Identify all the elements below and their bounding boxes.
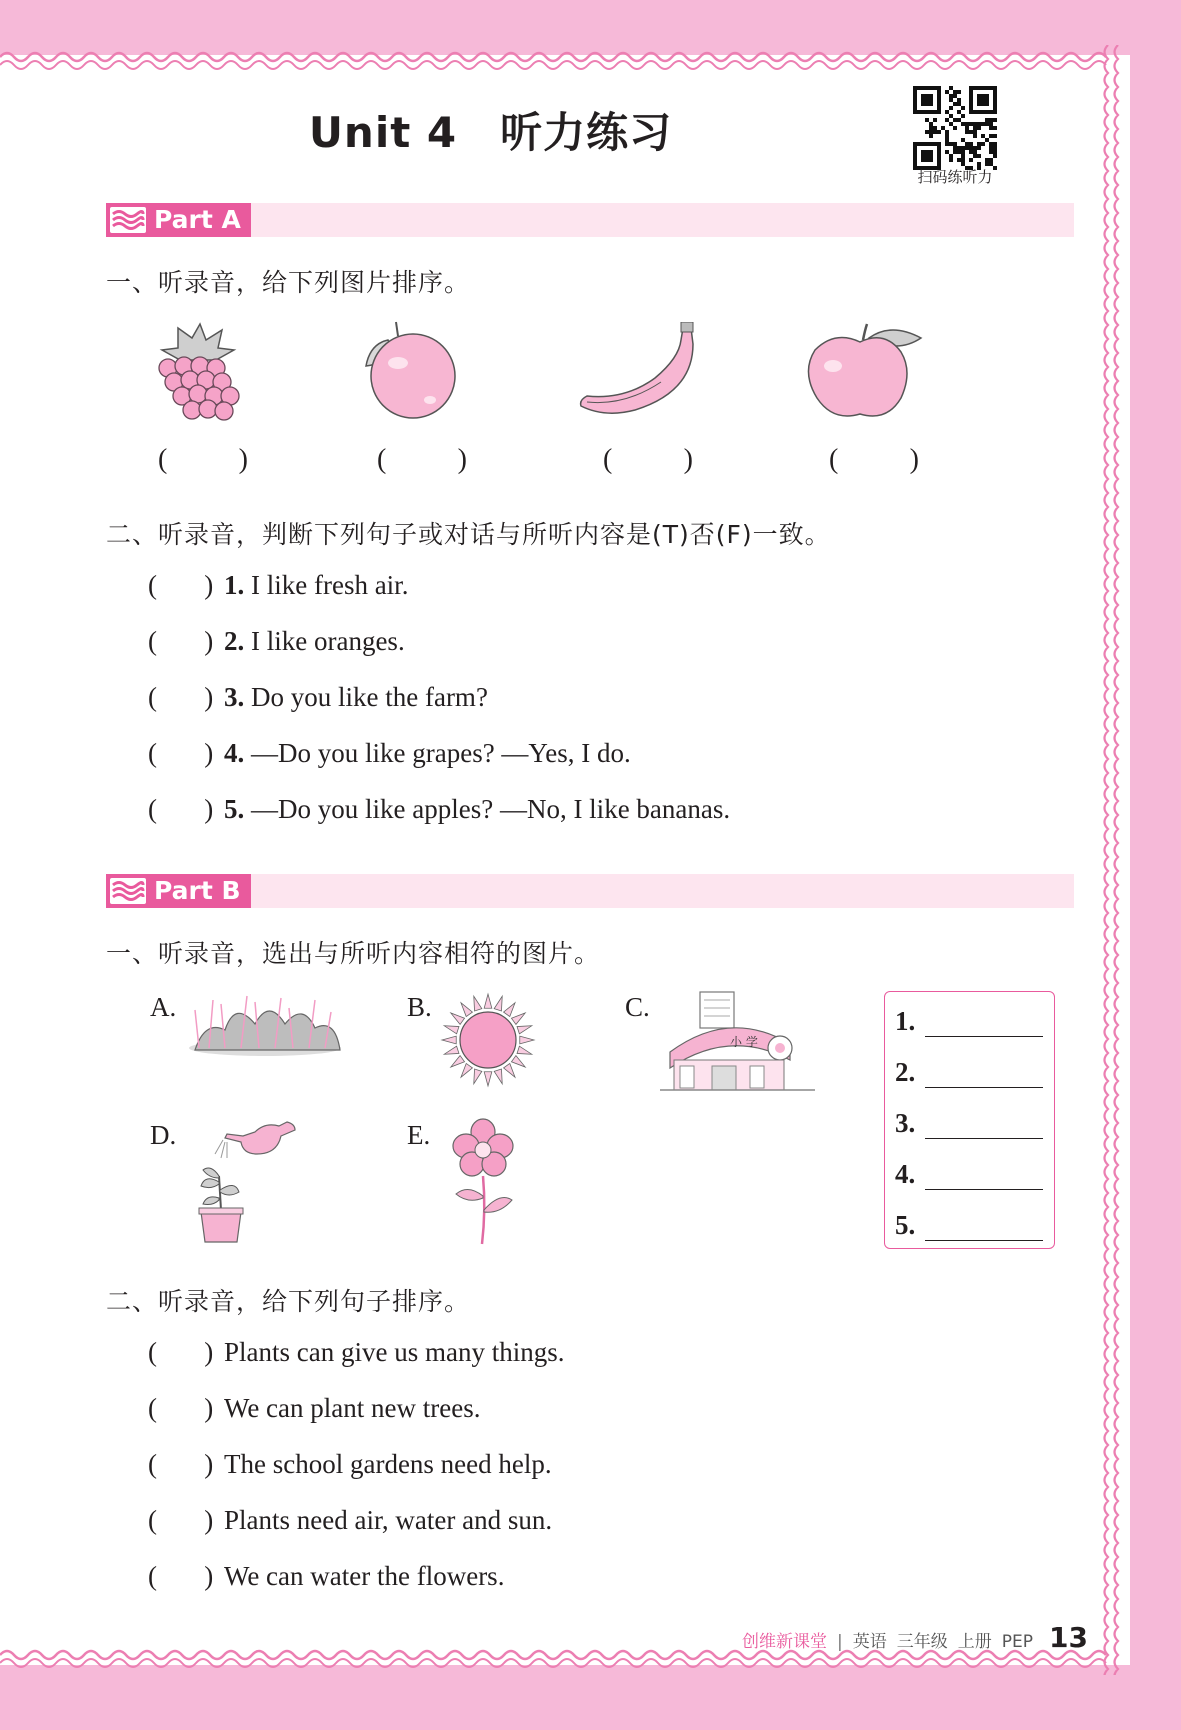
tf-item[interactable]: ( ) 5. —Do you like apples? —No, I like bananas. [148, 794, 731, 824]
orange-icon [358, 318, 468, 428]
answer-blank-2[interactable]: ( ) [377, 444, 467, 475]
part-b-tag [106, 874, 251, 908]
option-label-a: A. [150, 992, 177, 1022]
part-a-q1-heading: 一、听录音，给下列图片排序。 [106, 268, 471, 297]
order-item[interactable]: ( ) Plants need air, water and sun. [148, 1505, 553, 1535]
part-a-q2-heading: 二、听录音，判断下列句子或对话与所听内容是(T)否(F)一致。 [106, 520, 831, 549]
qr-caption: 扫码练听力 [917, 168, 993, 186]
answer-blank-4[interactable]: ( ) [829, 444, 919, 475]
part-b-label: Part B [154, 876, 241, 905]
answer-paren[interactable]: ( ) [148, 1393, 214, 1423]
answer-box [884, 991, 1055, 1249]
answer-line-5[interactable]: 5. [895, 1210, 1043, 1241]
order-item[interactable]: ( ) Plants can give us many things. [148, 1337, 565, 1367]
answer-paren[interactable]: ( ) [148, 738, 214, 768]
order-item[interactable]: ( ) We can plant new trees. [148, 1393, 481, 1423]
banana-icon [575, 322, 700, 427]
answer-line-2[interactable]: 2. [895, 1057, 1043, 1088]
option-label-d: D. [150, 1120, 177, 1150]
option-label-c: C. [625, 992, 650, 1022]
answer-paren[interactable]: ( ) [148, 1337, 214, 1367]
top-wavy-border [0, 45, 1140, 75]
school-icon [660, 988, 815, 1099]
wave-lines-icon [110, 878, 146, 904]
answer-paren[interactable]: ( ) [148, 794, 214, 824]
page-number: 13 [1049, 1621, 1088, 1654]
answer-blank-3[interactable]: ( ) [603, 444, 693, 475]
part-b-q2-heading: 二、听录音，给下列句子排序。 [106, 1287, 471, 1316]
option-label-b: B. [407, 992, 432, 1022]
answer-line-1[interactable]: 1. [895, 1006, 1043, 1037]
grass-icon [185, 990, 345, 1065]
wave-lines-icon [110, 207, 146, 233]
apple-icon [805, 322, 925, 427]
tf-item[interactable]: ( ) 3. Do you like the farm? [148, 682, 488, 712]
grapes-icon [148, 320, 248, 430]
part-a-label: Part A [154, 205, 241, 234]
school-sign: 小 学 [730, 1035, 758, 1049]
part-b-q1-heading: 一、听录音，选出与所听内容相符的图片。 [106, 939, 601, 968]
part-a-header [106, 203, 1074, 237]
footer-separator: | [837, 1632, 843, 1652]
answer-paren[interactable]: ( ) [148, 682, 214, 712]
subject: 英语 [852, 1632, 887, 1652]
answer-paren[interactable]: ( ) [148, 1449, 214, 1479]
tf-item[interactable]: ( ) 2. I like oranges. [148, 626, 405, 656]
answer-line-3[interactable]: 3. [895, 1108, 1043, 1139]
qr-code-icon [913, 86, 997, 170]
grade: 三年级 [896, 1632, 948, 1652]
answer-paren[interactable]: ( ) [148, 626, 214, 656]
part-b-header [106, 874, 1074, 908]
answer-blank-1[interactable]: ( ) [158, 444, 248, 475]
term: 上册 [957, 1632, 992, 1652]
answer-paren[interactable]: ( ) [148, 1561, 214, 1591]
sun-icon [438, 990, 538, 1095]
edition: PEP [1001, 1632, 1034, 1652]
answer-paren[interactable]: ( ) [148, 570, 214, 600]
answer-line-4[interactable]: 4. [895, 1159, 1043, 1190]
answer-paren[interactable]: ( ) [148, 1505, 214, 1535]
tf-item[interactable]: ( ) 1. I like fresh air. [148, 570, 409, 600]
order-item[interactable]: ( ) We can water the flowers. [148, 1561, 505, 1591]
part-a-tag [106, 203, 251, 237]
page-footer [742, 1621, 1088, 1654]
page-title: Unit 4 听力练习 [308, 108, 673, 157]
tf-item[interactable]: ( ) 4. —Do you like grapes? —Yes, I do. [148, 738, 631, 768]
option-label-e: E. [407, 1120, 431, 1150]
flower-icon [448, 1118, 518, 1251]
order-item[interactable]: ( ) The school gardens need help. [148, 1449, 552, 1479]
brand-name: 创维新课堂 [742, 1632, 828, 1652]
watering-plant-icon [195, 1118, 300, 1251]
right-wavy-border [1098, 45, 1138, 1675]
